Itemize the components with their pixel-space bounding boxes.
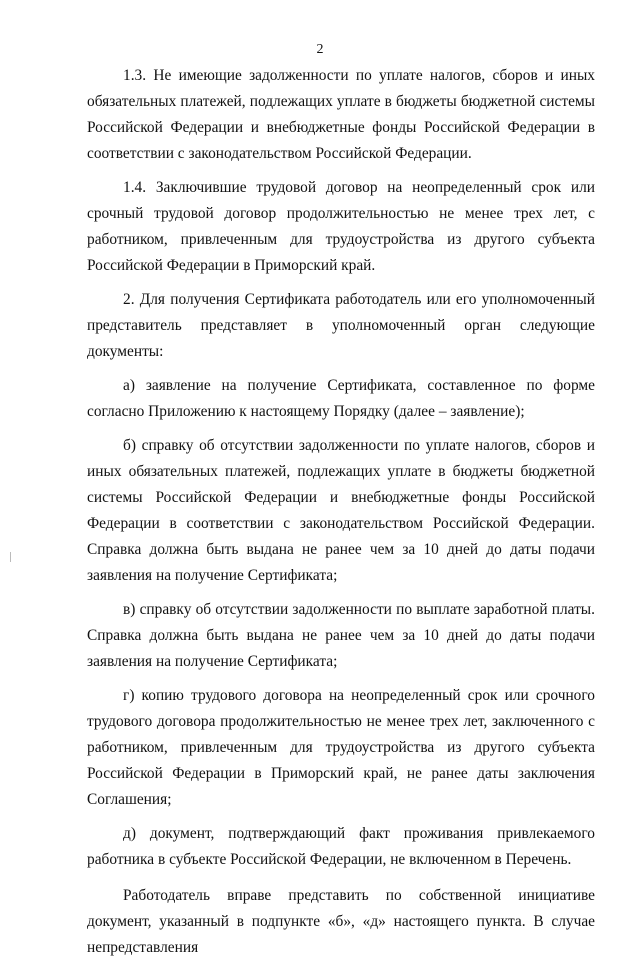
paragraph-1-3: 1.3. Не имеющие задолженности по уплате налогов, сборов и иных обязательных платежей, подлежащих уплате в бюджеты бюджетной системы Российской Федерации и внебюджетные фонды Российской Федерации в соответствии с законодательством Российской Федерации. bbox=[87, 67, 595, 162]
page-number: 2 bbox=[316, 42, 324, 57]
paragraph-employer-right: Работодатель вправе представить по собственной инициативе документ, указанный в подпункте «б», «д» настоящего пункта. В случае непредставления bbox=[87, 887, 595, 956]
paragraph-item-g: г) копию трудового договора на неопределенный срок или срочного трудового договора продолжительностью не менее трех лет, заключенного с работником, привлеченным для трудоустройства из другого субъекта Российской Федерации в Приморский край, не ранее даты заключения Соглашения; bbox=[87, 687, 595, 808]
paragraph-item-b: б) справку об отсутствии задолженности по уплате налогов, сборов и иных обязательных платежей, подлежащих уплате в бюджеты бюджетной системы Российской Федерации и внебюджетные фонды Российской Федерации в соответствии с законодательством Российской Федерации. Справка должна быть выдана не ранее чем за 10 дней до даты подачи заявления на получение Сертификата; bbox=[87, 437, 595, 584]
paragraph-1-4: 1.4. Заключившие трудовой договор на неопределенный срок или срочный трудовой договор продолжительностью не менее трех лет, с работником, привлеченным для трудоустройства из другого субъекта Российской Федерации в Приморский край. bbox=[87, 179, 595, 274]
paragraph-item-a: а) заявление на получение Сертификата, составленное по форме согласно Приложению к настоящему Порядку (далее – заявление); bbox=[87, 377, 595, 420]
paragraph-item-v: в) справку об отсутствии задолженности по выплате заработной платы. Справка должна быть выдана не ранее чем за 10 дней до даты подачи заявления на получение Сертификата; bbox=[87, 601, 595, 670]
document-body bbox=[87, 63, 595, 961]
paragraph-2: 2. Для получения Сертификата работодатель или его уполномоченный представитель представляет в уполномоченный орган следующие документы: bbox=[87, 291, 595, 360]
paragraph-item-d: д) документ, подтверждающий факт проживания привлекаемого работника в субъекте Российской Федерации, не включенном в Перечень. bbox=[87, 825, 595, 868]
margin-mark bbox=[10, 552, 11, 562]
